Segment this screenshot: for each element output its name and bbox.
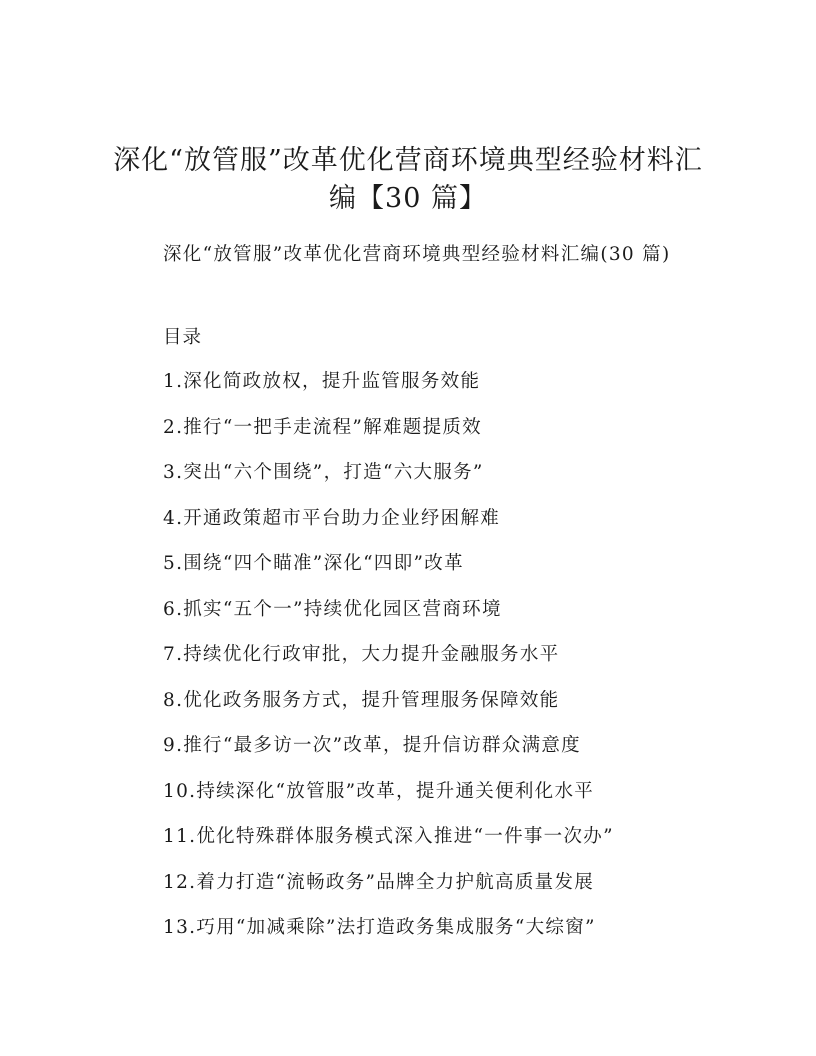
toc-item: 7.持续优化行政审批，大力提升金融服务水平 — [163, 644, 560, 665]
toc-item: 13.巧用“加减乘除”法打造政务集成服务“大综窗” — [163, 917, 596, 938]
toc-item: 12.着力打造“流畅政务”品牌全力护航高质量发展 — [163, 871, 595, 893]
toc-item: 11.优化特殊群体服务模式深入推进“一件事一次办” — [163, 826, 614, 847]
toc-item: 3.突出“六个围绕”，打造“六大服务” — [163, 462, 484, 483]
toc-item: 4.开通政策超市平台助力企业纾困解难 — [163, 507, 501, 529]
toc-heading: 目录 — [163, 327, 203, 348]
toc-item: 8.优化政务服务方式，提升管理服务保障效能 — [163, 689, 560, 711]
toc-item: 6.抓实“五个一”持续优化园区营商环境 — [163, 598, 502, 620]
toc-item: 5.围绕“四个瞄准”深化“四即”改革 — [163, 553, 464, 574]
toc-item: 9.推行“最多访一次”改革，提升信访群众满意度 — [163, 735, 581, 756]
table-of-contents — [163, 366, 614, 958]
toc-item: 2.推行“一把手走流程”解难题提质效 — [163, 416, 482, 438]
toc-item: 1.深化简政放权，提升监管服务效能 — [163, 371, 481, 392]
document-title: 深化“放管服”改革优化营商环境典型经验材料汇编【30 篇】 — [113, 145, 703, 214]
toc-item: 10.持续深化“放管服”改革，提升通关便利化水平 — [163, 780, 595, 802]
document-subtitle: 深化“放管服”改革优化营商环境典型经验材料汇编(30 篇) — [163, 244, 671, 265]
